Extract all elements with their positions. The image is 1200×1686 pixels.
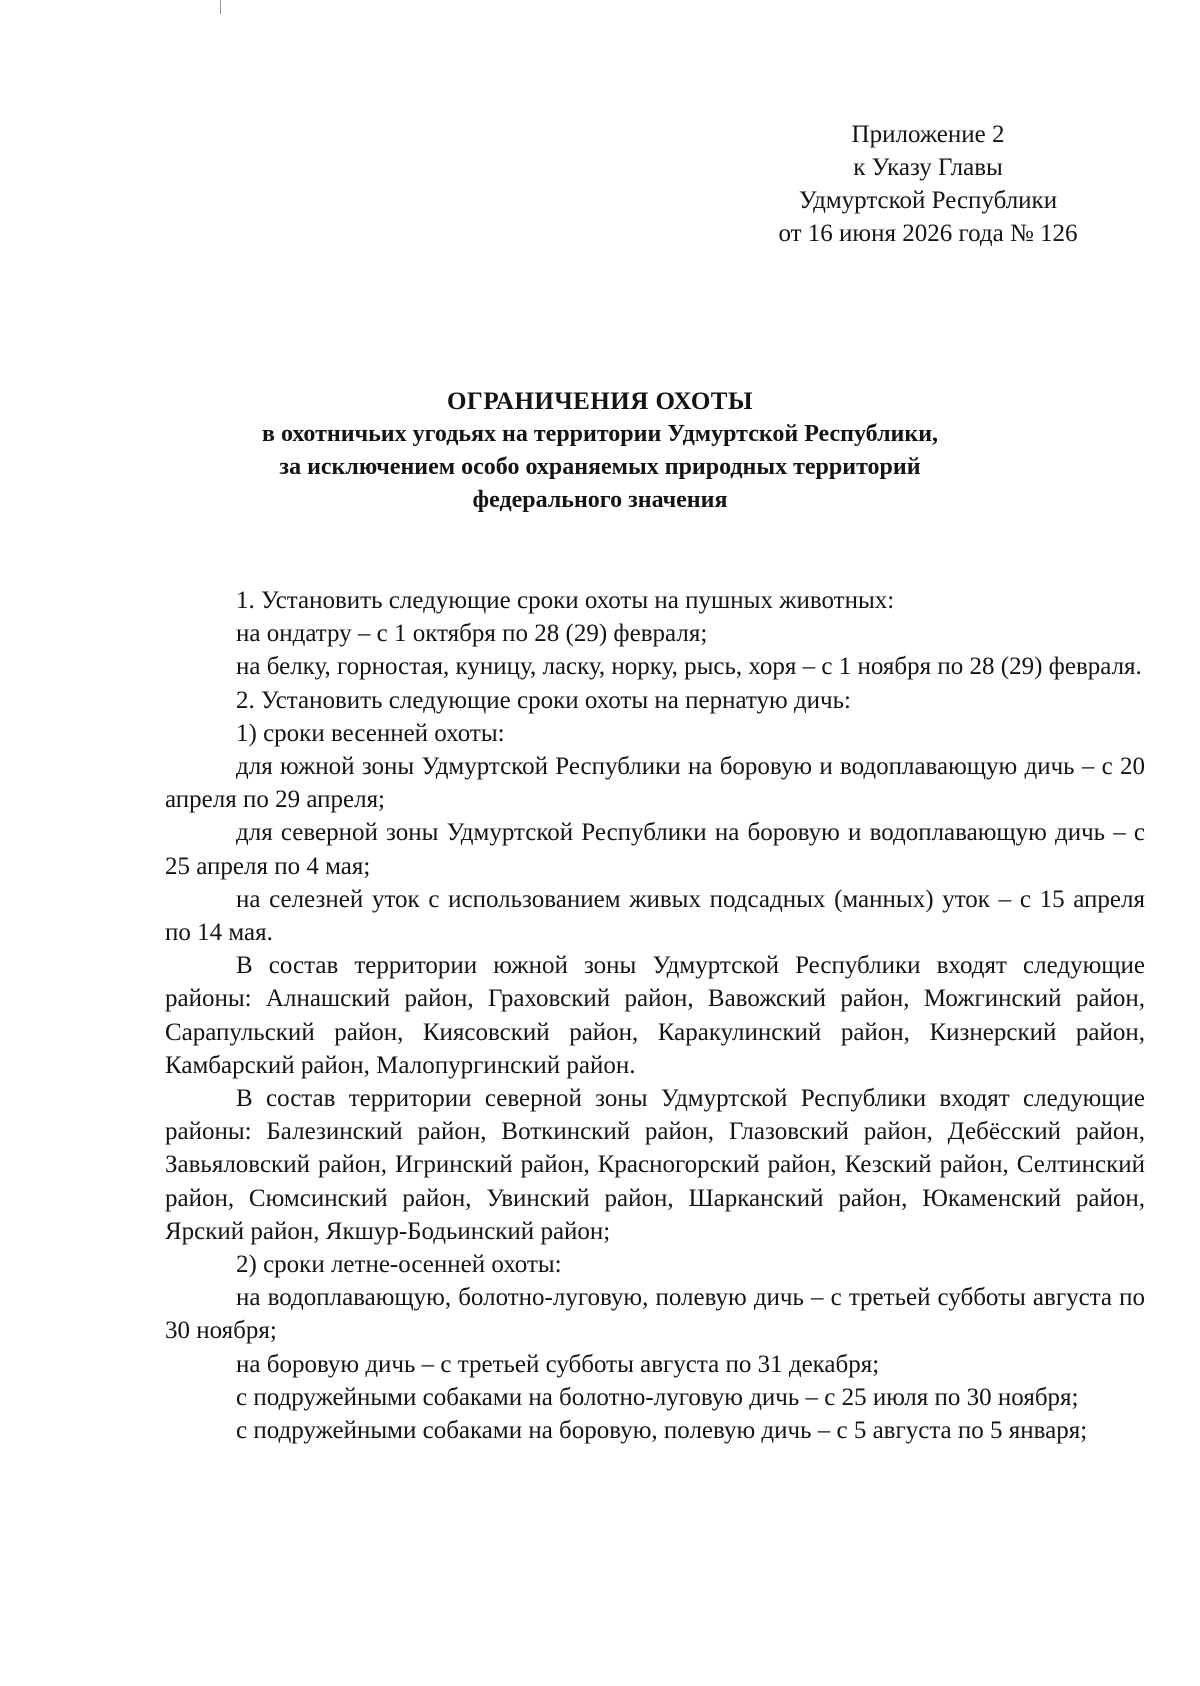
paragraph: 1. Установить следующие сроки охоты на пушных животных: [236, 587, 895, 614]
paragraph: 2. Установить следующие сроки охоты на пернатую дичь: [236, 686, 851, 714]
paragraph: на белку, горностая, куницу, ласку, норку, рысь, хоря – с 1 ноября по 28 (29) февраля. [236, 653, 1142, 681]
title-line-4: федерального значения [472, 487, 728, 513]
paragraph: на боровую дичь – с третьей субботы августа по 31 декабря; [236, 1350, 880, 1378]
appendix-date-number: от 16 июня 2026 года № 126 [778, 220, 1078, 247]
paragraph: с подружейными собаками на боровую, полевую дичь – с 5 августа по 5 января; [236, 1417, 1088, 1445]
appendix-number: Приложение 2 [851, 121, 1005, 148]
paragraph: 2) сроки летне-осенней охоты: [236, 1251, 562, 1279]
paragraph: с подружейными собаками на болотно-луговую дичь – с 25 июля по 30 ноября; [236, 1383, 1079, 1411]
document-body [165, 584, 1145, 1447]
paragraph: на водоплавающую, болотно-луговую, полевую дичь – с третьей субботы августа по 30 ноября; [165, 1284, 1145, 1345]
paragraph: В состав территории северной зоны Удмуртской Республики входят следующие районы: Балезинский район, Воткинский район, Глазовский район, Дебёсский район, Завьяловский район, Игринский район, Красногорский район, Кезский район, Селтинский район, Сюмсинский район, Увинский район, Шарканский район, Юкаменский район, Ярский район, Якшур-Бодьинский район; [165, 1085, 1145, 1245]
paragraph: на селезней уток с использованием живых подсадных (манных) уток – с 15 апреля по 14 мая. [165, 885, 1145, 947]
document-title [150, 385, 1050, 517]
appendix-reference: к Указу Главы [853, 154, 1003, 181]
appendix-header [700, 118, 1156, 250]
paragraph: на ондатру – с 1 октября по 28 (29) февраля; [236, 620, 708, 648]
paragraph: В состав территории южной зоны Удмуртской Республики входят следующие районы: Алнашский район, Граховский район, Вавожский район, Можгинский район, Сарапульский район, Киясовский район, Каракулинский район, Кизнерский район, Камбарский район, Малопургинский район. [165, 952, 1145, 1079]
scan-artifact [220, 0, 221, 14]
title-line-3: за исключением особо охраняемых природных территорий [279, 454, 921, 480]
paragraph: для южной зоны Удмуртской Республики на боровую и водоплавающую дичь – с 20 апреля по 29 апреля; [165, 753, 1145, 814]
title-main: ОГРАНИЧЕНИЯ ОХОТЫ [446, 388, 754, 415]
paragraph: 1) сроки весенней охоты: [236, 719, 505, 747]
appendix-republic: Удмуртской Республики [798, 187, 1058, 214]
title-line-2: в охотничьих угодьях на территории Удмуртской Республики, [261, 421, 939, 447]
paragraph: для северной зоны Удмуртской Республики на боровую и водоплавающую дичь – с 25 апреля по 4 мая; [165, 819, 1145, 880]
